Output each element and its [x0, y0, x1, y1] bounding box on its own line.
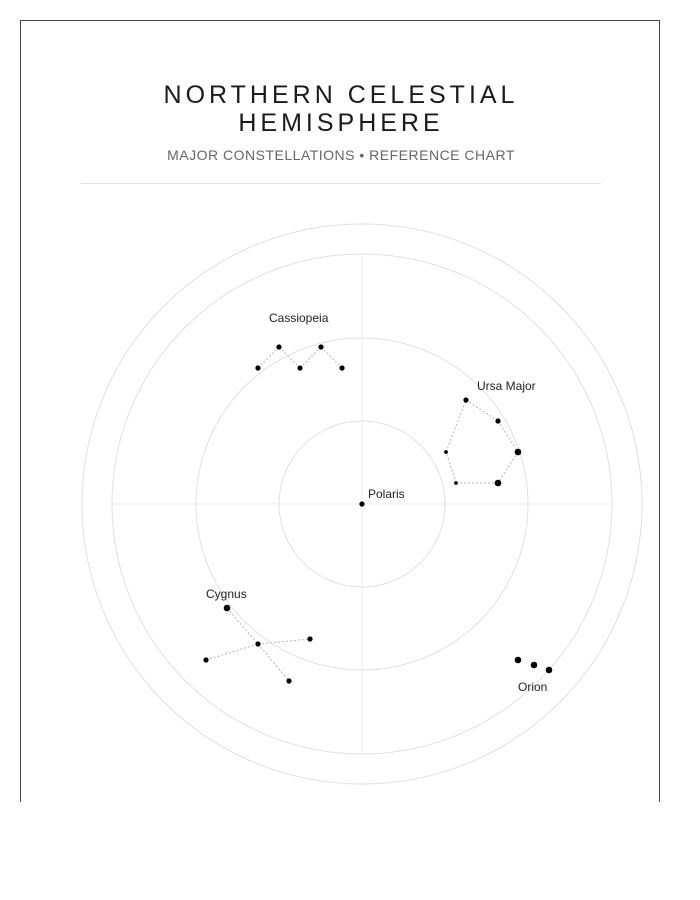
cassiopeia-star [297, 365, 302, 370]
orion-star [546, 667, 553, 674]
cygnus-label: Cygnus [206, 587, 247, 601]
cygnus-star [255, 641, 260, 646]
cygnus-line [206, 644, 258, 660]
cassiopeia-line [300, 347, 321, 368]
cassiopeia-star [318, 344, 323, 349]
star-chart-sheet [20, 20, 660, 802]
ursa-major-star [463, 397, 468, 402]
title-line-2: HEMISPHERE [238, 109, 444, 137]
cygnus-star [224, 605, 231, 612]
celestial-chart [21, 21, 660, 802]
cygnus-star [203, 657, 208, 662]
cygnus-line [258, 644, 289, 681]
cassiopeia-star [276, 344, 281, 349]
ursa-major-star [495, 418, 500, 423]
ursa-major-star [444, 450, 448, 454]
orion-star [531, 662, 538, 669]
ursa-major-line [446, 452, 456, 483]
orion-label: Orion [518, 680, 548, 694]
cassiopeia-star [339, 365, 344, 370]
constellation-stars [203, 344, 552, 683]
cassiopeia-label: Cassiopeia [269, 311, 329, 325]
cassiopeia-line [258, 347, 279, 368]
cygnus-star [307, 636, 312, 641]
ursa-major-star [515, 449, 522, 456]
cygnus-line [227, 608, 258, 644]
cassiopeia-line [279, 347, 300, 368]
title-line-1: NORTHERN CELESTIAL [163, 81, 519, 109]
polaris-label: Polaris [368, 487, 405, 501]
ursa-major-line [498, 452, 518, 483]
orion-star [515, 657, 522, 664]
page-subtitle: MAJOR CONSTELLATIONS • REFERENCE CHART [167, 147, 515, 163]
ursa-major-star [454, 481, 458, 485]
cassiopeia-line [321, 347, 342, 368]
ursa-major-line [466, 400, 498, 421]
cygnus-star [286, 678, 291, 683]
polaris-star [359, 501, 364, 506]
ursa-major-line [446, 400, 466, 452]
ursa-major-star [495, 480, 502, 487]
ursa-major-label: Ursa Major [477, 379, 536, 393]
cassiopeia-star [255, 365, 260, 370]
